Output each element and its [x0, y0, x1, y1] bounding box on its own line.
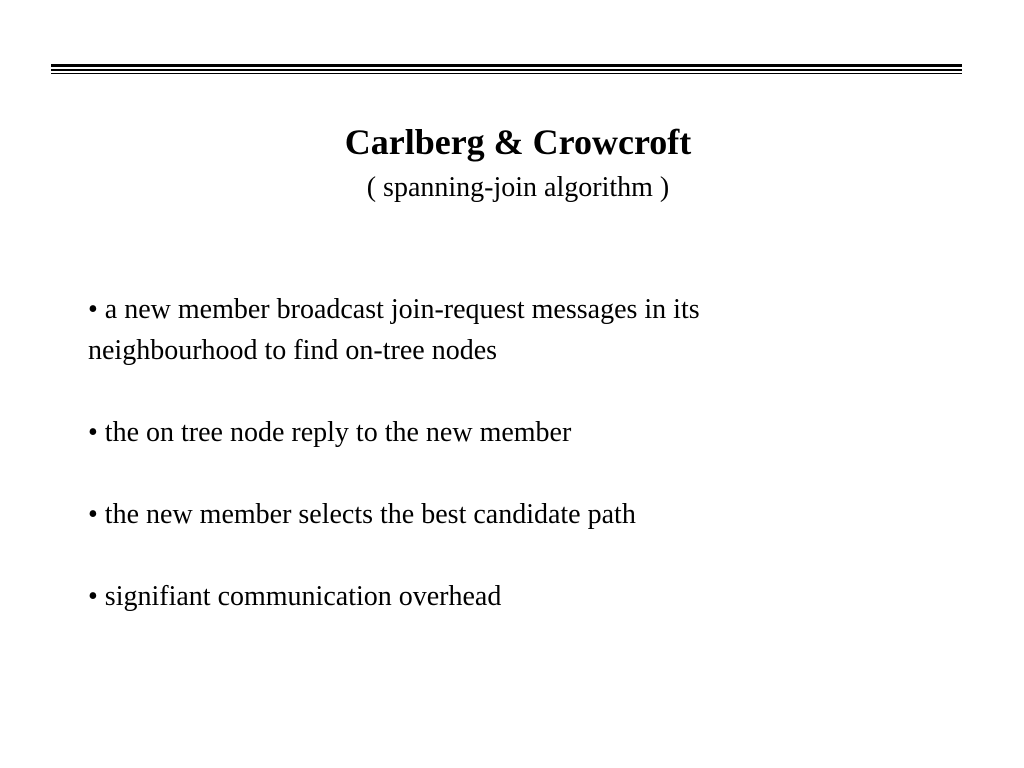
bullet-line: • signifiant communication overhead — [88, 581, 502, 612]
slide-title: Carlberg & Crowcroft — [344, 122, 692, 162]
bullet-line: • the new member selects the best candidate path — [88, 499, 636, 530]
header-rule-thick — [51, 64, 962, 67]
header-rule-thin — [51, 73, 962, 74]
bullet-line: • the on tree node reply to the new member — [88, 417, 572, 448]
bullet-item-overhead — [88, 576, 968, 617]
bullet-list — [88, 289, 968, 658]
slide-subtitle: ( spanning-join algorithm ) — [366, 172, 670, 203]
bullet-item-select-path — [88, 494, 968, 535]
bullet-line: • a new member broadcast join-request messages in its — [88, 294, 700, 325]
bullet-item-broadcast — [88, 289, 968, 371]
bullet-line: neighbourhood to find on-tree nodes — [88, 335, 498, 366]
header-rule-medium — [51, 69, 962, 71]
bullet-item-reply — [88, 412, 968, 453]
